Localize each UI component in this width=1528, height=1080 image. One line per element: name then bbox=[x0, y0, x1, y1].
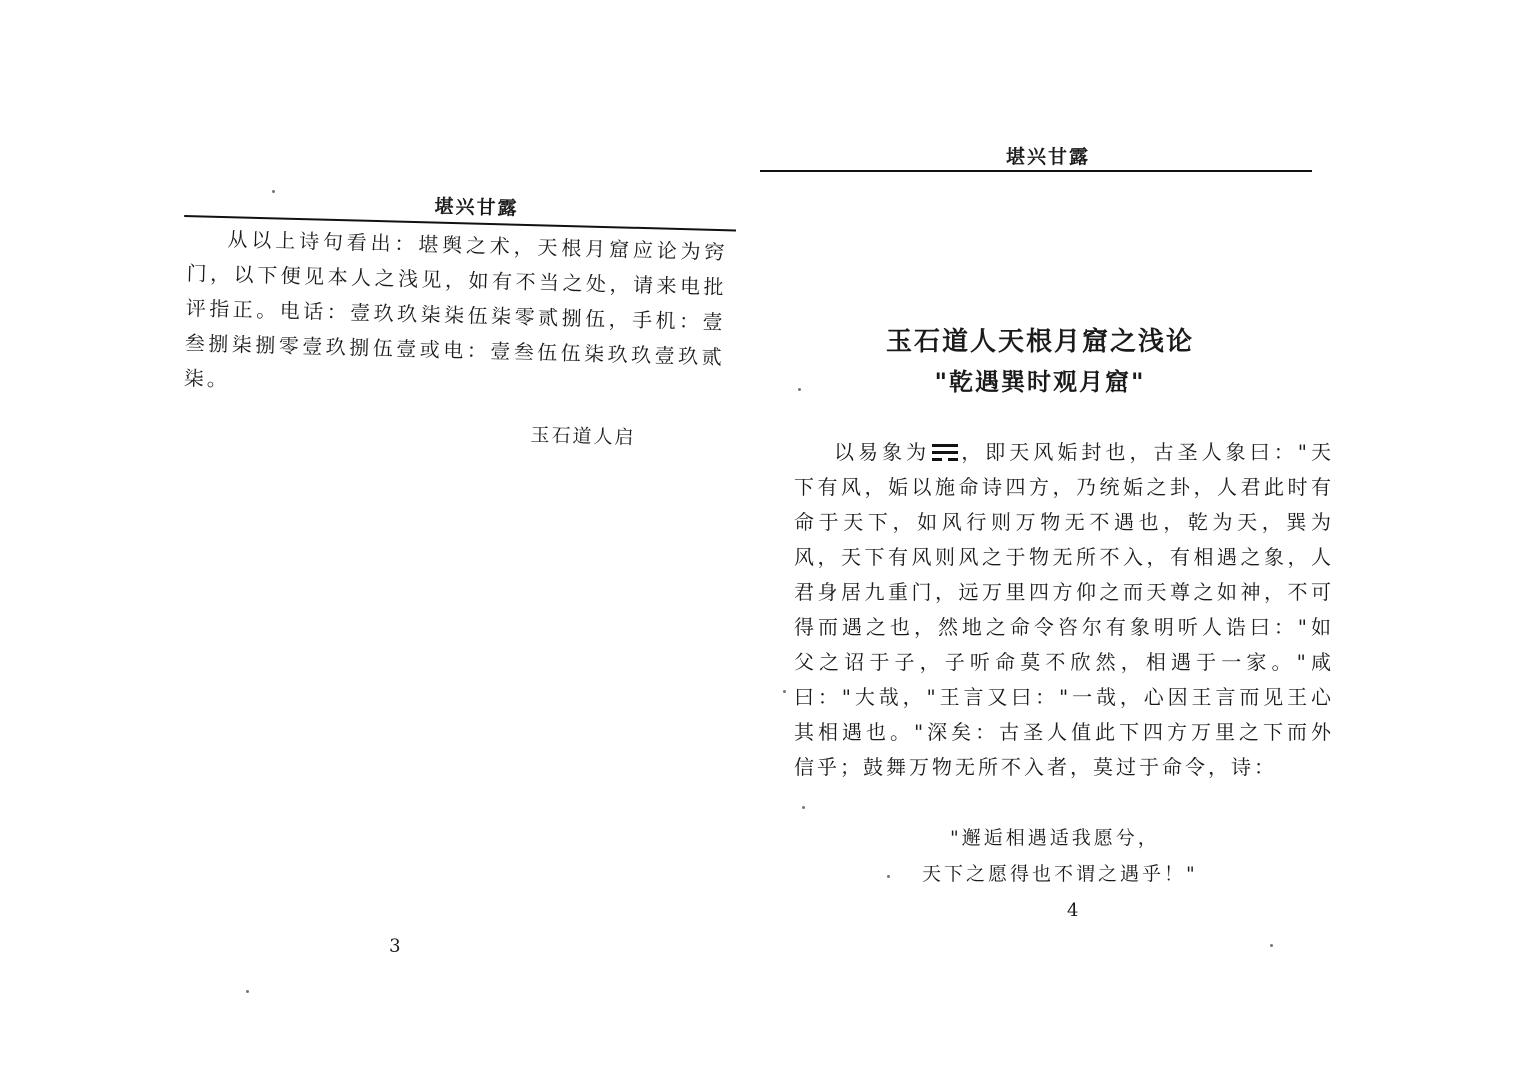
article-title: 玉石道人天根月窟之浅论 bbox=[885, 327, 1194, 357]
scan-speck bbox=[798, 388, 801, 391]
page-number: 4 bbox=[1067, 900, 1079, 921]
body-paragraph bbox=[794, 435, 1334, 785]
poem-line-1: "邂逅相遇适我愿兮， bbox=[950, 827, 1160, 849]
running-header: 堪兴甘露 bbox=[1006, 146, 1091, 168]
running-header: 堪兴甘露 bbox=[434, 195, 519, 220]
scan-speck bbox=[887, 875, 890, 878]
header-rule bbox=[760, 170, 1312, 172]
body-prefix: 以易象为 bbox=[834, 440, 931, 464]
right-page bbox=[760, 140, 1340, 940]
left-page bbox=[164, 185, 745, 999]
poem bbox=[922, 820, 1198, 892]
body-paragraph: 从以上诗句看出：堪舆之术，天根月窟应论为窍门，以下便见本人之浅见，如有不当之处，请来电批评指正。电话：壹玖玖柒柒伍柒零贰捌伍，手机：壹叁捌柒捌零壹玖捌伍壹或电：壹叁伍伍柒玖玖壹玖贰柒。 bbox=[183, 227, 728, 392]
page-number: 3 bbox=[388, 935, 401, 957]
scan-speck bbox=[246, 990, 249, 993]
scan-speck bbox=[802, 806, 805, 809]
scan-speck bbox=[1270, 944, 1273, 947]
scan-speck bbox=[783, 690, 786, 693]
body-text: ，即天风姤封也，古圣人象曰："天下有风，姤以施命诗四方，乃统姤之卦，人君此时有命于天下，如风行则万物无不遇也，乾为天，巽为风，天下有风则风之于物无所不入，有相遇之象，人君身居九重门，远万里四方仰之而天尊之如神，不可得而遇之也，然地之命令咨尔有象明听人诰曰："如父之诏于子，子听命莫不欣然，相遇于一家。"咸曰："大哉，"王言又曰："一哉，心因王言而见王心其相遇也。"深矣：古圣人值此下四方万里之下而外信乎；鼓舞万物无所不入者，莫过于命令，诗： bbox=[794, 440, 1335, 779]
xun-trigram-icon bbox=[932, 443, 958, 461]
scan-speck bbox=[272, 190, 275, 193]
poem-line-2: 天下之愿得也不谓之遇乎！" bbox=[922, 863, 1198, 885]
article-subtitle: "乾遇巽时观月窟" bbox=[934, 368, 1146, 396]
signature: 玉石道人启 bbox=[530, 424, 636, 449]
